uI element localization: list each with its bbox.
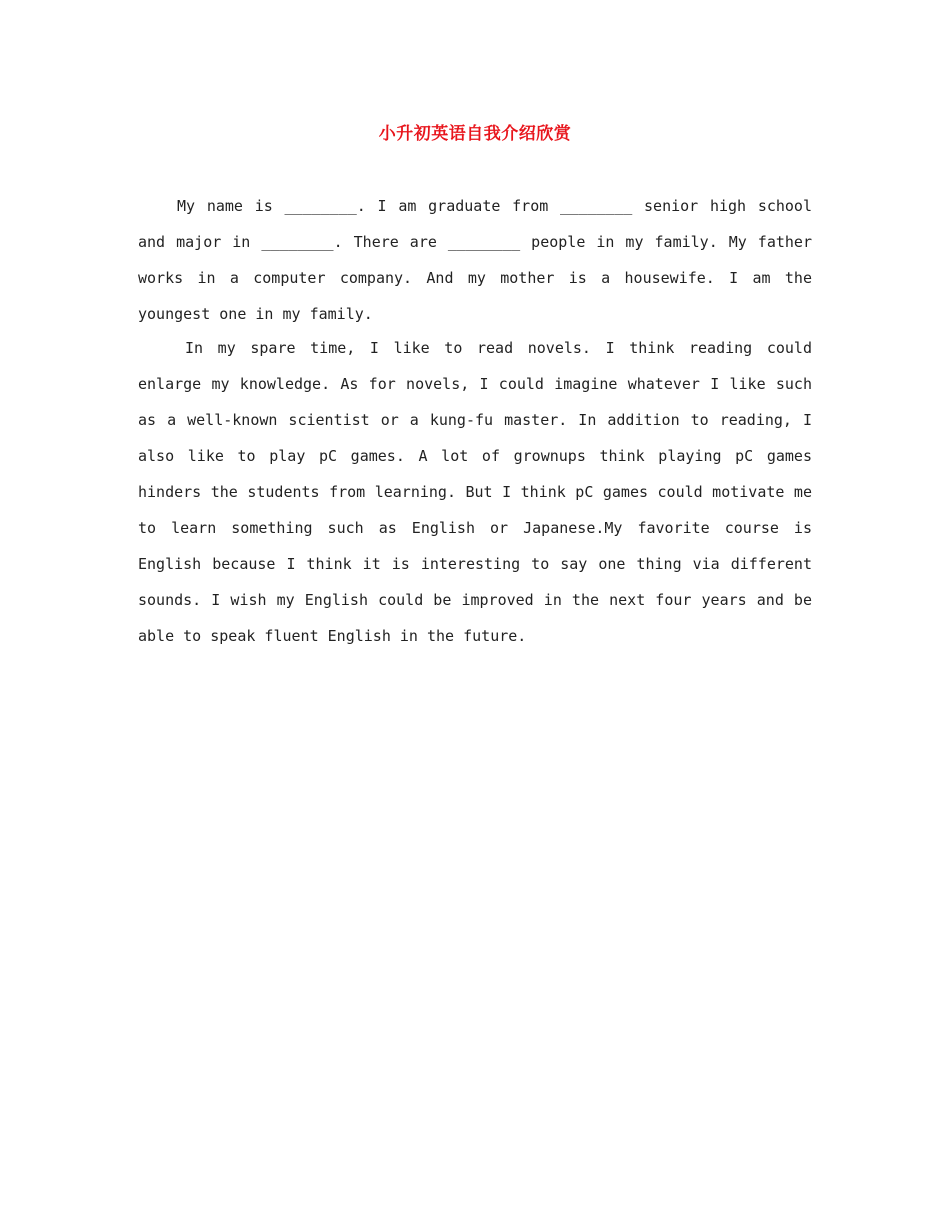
paragraph-hobbies: In my spare time, I like to read novels. I think reading could enlarge my knowledge. As for novels, I could imagine whatever I like such as a well-known scientist or a kung-fu master. In addition to reading, I also like to play pC games. A lot of grownups think playing pC games hinders the students from learning. But I think pC games could motivate me to learn something such as English or Japanese.My favorite course is English because I think it is interesting to say one thing via different sounds. I wish my English could be improved in the next four years and be able to speak fluent English in the future. [138,339,812,645]
document-body [138,188,812,654]
paragraph-self-introduction: My name is ________. I am graduate from ________ senior high school and major in ________. There are ________ people in my family. My father works in a computer company. And my mother is a housewife. I am the youngest one in my family. [138,197,812,323]
document-title: 小升初英语自我介绍欣赏 [378,124,572,144]
